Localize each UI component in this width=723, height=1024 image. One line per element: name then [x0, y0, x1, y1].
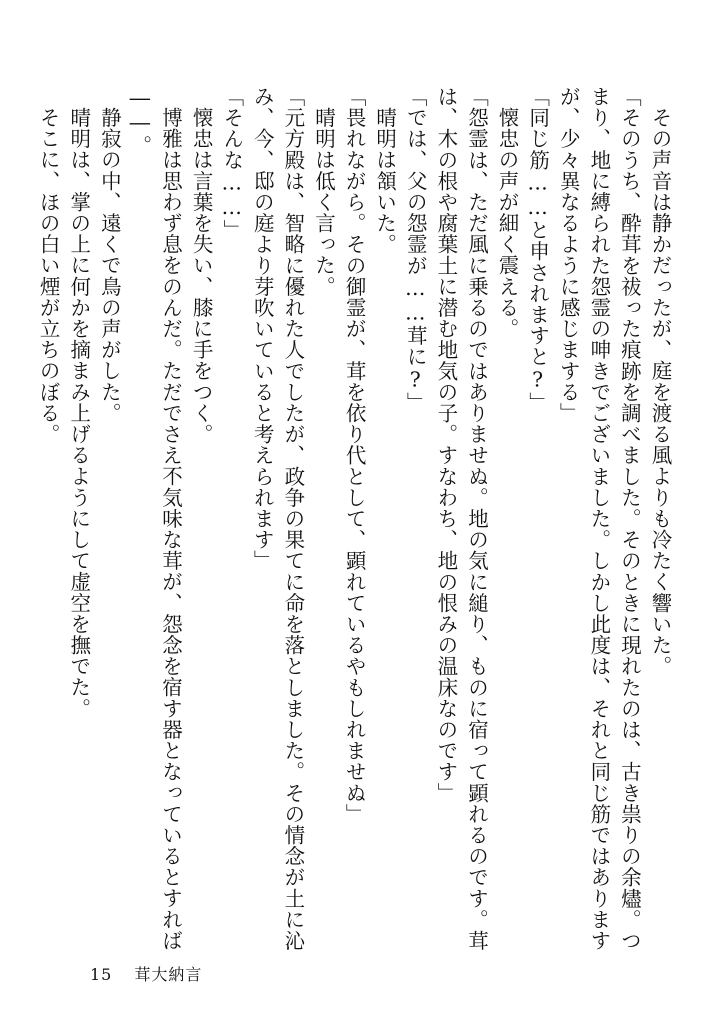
paragraph-12: 懐忠は言葉を失い、膝に手をつく。	[189, 106, 214, 445]
paragraph-9: 晴明は低く言った。	[311, 106, 336, 297]
paragraph-1: その声音は静かだったが、庭を渡る風よりも冷たく響いた。	[648, 106, 672, 677]
paragraph-4: 懐忠の声が細く震える。	[495, 106, 520, 339]
paragraph-3: 「同じ筋……と申されますと?」	[525, 86, 550, 413]
paragraph-14: 静寂の中、遠くで鳥の声がした。	[97, 106, 122, 423]
page-footer	[90, 962, 202, 985]
paragraph-5: 「怨霊は、ただ風に乗るのではありませぬ。地の気に縋り、ものに宿って顕れるのです。茸は、木の根や腐葉土に潜む地気の子。すなわち、地の恨みの温床なのです」	[433, 86, 489, 952]
paragraph-16: そこに、ほの白い煙が立ちのぼる。	[36, 106, 61, 445]
paragraph-2: 「そのうち、酔茸を祓った痕跡を調べました。そのときに現れたのは、古き祟りの余燼。つまり、地に縛られた怨霊の呻きでございました。しかし此度は、それと同じ筋ではありますが、少々異なるように感じまする」	[556, 86, 642, 952]
paragraph-7: 晴明は頷いた。	[372, 106, 397, 255]
running-title: 茸大納言	[134, 965, 203, 984]
paragraph-8: 「畏れながら。その御霊が、茸を依り代として、顕れているやもしれませぬ」	[342, 86, 367, 825]
paragraph-10: 「元方殿は、智略に優れた人でしたが、政争の果てに命を落としました。その情念が土に沁み、今、邸の庭より芽吹いていると考えられます」	[250, 86, 305, 952]
page-number: 15	[90, 965, 113, 984]
paragraph-15: 晴明は、掌の上に何かを摘まみ上げるようにして虚空を撫でた。	[66, 106, 91, 719]
vertical-text-body	[36, 86, 675, 956]
paragraph-13: 博雅は思わず息をのんだ。ただでさえ不気味な茸が、怨念を宿す器となっているとすれば――。	[127, 86, 183, 951]
paragraph-11: 「そんな……」	[219, 86, 244, 241]
paragraph-6: 「では、父の怨霊が……茸に?」	[403, 86, 428, 413]
